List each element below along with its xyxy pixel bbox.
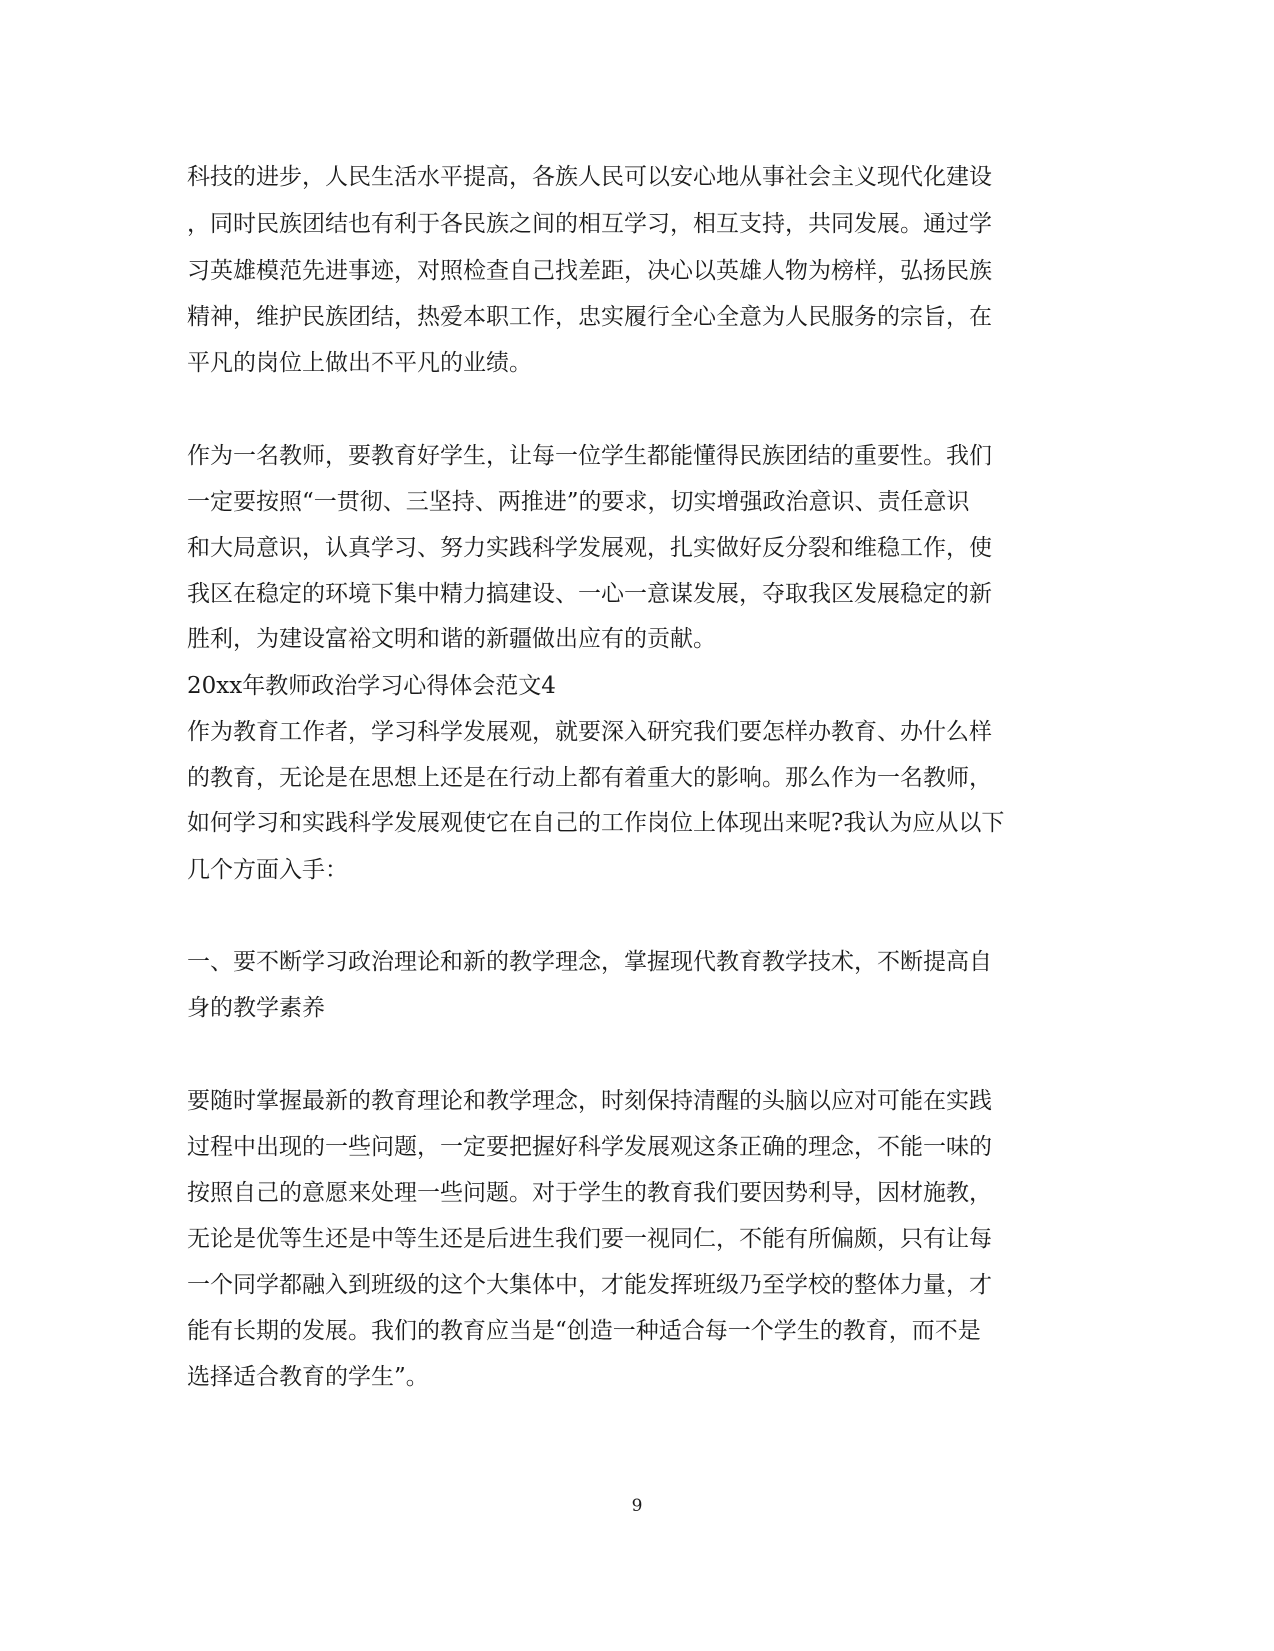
text-line: 平凡的岗位上做出不平凡的业绩。 <box>187 350 532 376</box>
text-line: 科技的进步，人民生活水平提高，各族人民可以安心地从事社会主义现代化建设 <box>187 164 992 190</box>
text-line: 一个同学都融入到班级的这个大集体中，才能发挥班级乃至学校的整体力量，才 <box>187 1272 992 1298</box>
text-line: 的教育，无论是在思想上还是在行动上都有着重大的影响。那么作为一名教师， <box>187 765 992 791</box>
text-line: 一、要不断学习政治理论和新的教学理念，掌握现代教育教学技术，不断提高自 <box>187 949 992 975</box>
text-line: 过程中出现的一些问题，一定要把握好科学发展观这条正确的理念，不能一味的 <box>187 1134 992 1160</box>
text-line: 选择适合教育的学生”。 <box>187 1364 429 1390</box>
page-number: 9 <box>631 1496 643 1516</box>
text-line: 我区在稳定的环境下集中精力搞建设、一心一意谋发展，夺取我区发展稳定的新 <box>187 581 992 607</box>
text-line: 几个方面入手： <box>187 857 348 883</box>
text-line: 如何学习和实践科学发展观使它在自己的工作岗位上体现出来呢?我认为应从以下 <box>187 810 1005 836</box>
text-line: 精神，维护民族团结，热爱本职工作，忠实履行全心全意为人民服务的宗旨，在 <box>187 304 992 330</box>
text-line: 要随时掌握最新的教育理论和教学理念，时刻保持清醒的头脑以应对可能在实践 <box>187 1088 992 1114</box>
text-line: 无论是优等生还是中等生还是后进生我们要一视同仁，不能有所偏颇，只有让每 <box>187 1226 992 1252</box>
text-line: 胜利，为建设富裕文明和谐的新疆做出应有的贡献。 <box>187 626 716 652</box>
text-line: 按照自己的意愿来处理一些问题。对于学生的教育我们要因势利导，因材施教， <box>187 1180 992 1206</box>
text-line: ，同时民族团结也有利于各民族之间的相互学习，相互支持，共同发展。通过学 <box>187 211 992 237</box>
text-line: 身的教学素养 <box>187 995 325 1021</box>
text-line: 一定要按照“一贯彻、三坚持、两推进”的要求，切实增强政治意识、责任意识 <box>187 489 970 515</box>
text-line: 习英雄模范先进事迹，对照检查自己找差距，决心以英雄人物为榜样，弘扬民族 <box>187 258 992 284</box>
text-line: 作为一名教师，要教育好学生，让每一位学生都能懂得民族团结的重要性。我们 <box>187 443 992 469</box>
text-line: 和大局意识，认真学习、努力实践科学发展观，扎实做好反分裂和维稳工作，使 <box>187 535 992 561</box>
text-line: 能有长期的发展。我们的教育应当是“创造一种适合每一个学生的教育，而不是 <box>187 1318 981 1344</box>
text-line: 作为教育工作者，学习科学发展观，就要深入研究我们要怎样办教育、办什么样 <box>187 719 992 745</box>
section-heading: 20xx年教师政治学习心得体会范文4 <box>187 673 556 699</box>
